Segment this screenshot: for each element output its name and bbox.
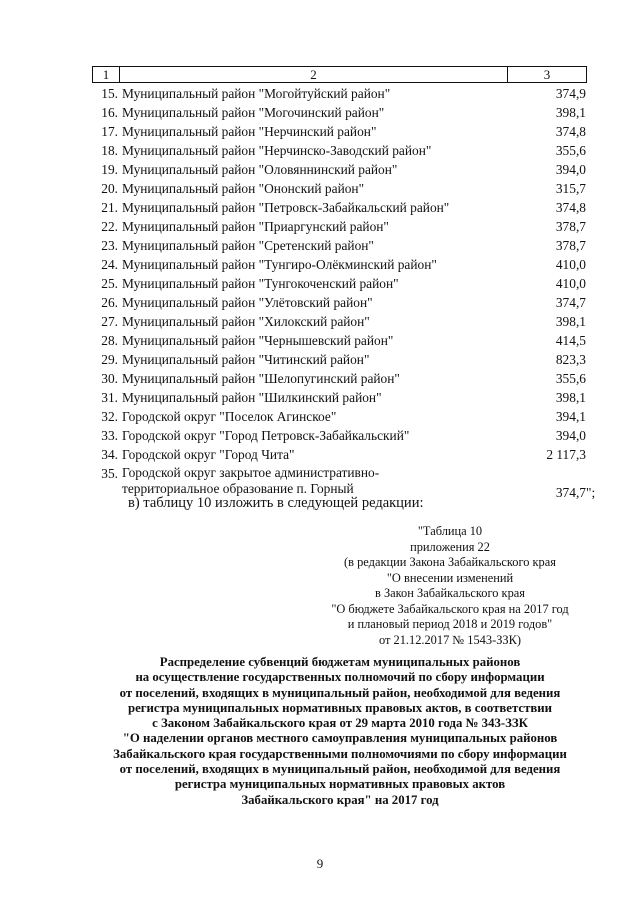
heading-line: на осуществление государственных полномочий по сбору информации [135, 670, 545, 685]
row-value: 394,0 [555, 162, 586, 177]
row-name: Муниципальный район "Петровск-Забайкальский район" [122, 200, 450, 215]
row-value: 394,1 [555, 409, 586, 424]
row-name-line: Городской округ закрытое административно- [122, 465, 380, 480]
row-name: Муниципальный район "Нерчинско-Заводский район" [122, 143, 432, 158]
heading-line: Забайкальского края" на 2017 год [241, 792, 439, 807]
heading-line: с Законом Забайкальского края от 29 марта 2010 года № 343-ЗЗК [152, 716, 528, 731]
heading-line: Распределение субвенций бюджетам муниципальных районов [159, 655, 521, 669]
row-name: Муниципальный район "Могочинский район" [122, 105, 385, 120]
table-body [92, 84, 612, 502]
row-number: 26. [101, 295, 118, 310]
table-row [92, 236, 612, 255]
heading-line: от поселений, входящих в муниципальный район, необходимой для ведения [119, 685, 561, 700]
table-row [92, 407, 612, 426]
stamp-line: приложения 22 [410, 539, 490, 554]
row-name: Муниципальный район "Шилкинский район" [122, 390, 382, 405]
row-number: 30. [101, 371, 118, 386]
row-number: 27. [101, 314, 118, 329]
table-caption-stamp [300, 524, 600, 648]
row-value: 374,7 [555, 485, 586, 500]
table-row [92, 255, 612, 274]
stamp-line: и плановый период 2018 и 2019 годов" [347, 617, 553, 631]
row-value: 374,7 [555, 295, 586, 310]
row-value: 398,1 [555, 390, 586, 405]
row-name: Городской округ "Город Чита" [122, 447, 295, 462]
table-row [92, 160, 612, 179]
row-name: Муниципальный район "Ононский район" [122, 181, 365, 196]
row-name: Муниципальный район "Сретенский район" [122, 238, 374, 253]
row-name: Муниципальный район "Тунгокоченский район" [122, 276, 399, 291]
row-value: 398,1 [555, 105, 586, 120]
row-number: 33. [101, 428, 118, 443]
row-value: 394,0 [555, 428, 586, 443]
row-number: 16. [101, 105, 118, 120]
row-value: 355,6 [555, 371, 586, 386]
row-name: Муниципальный район "Нерчинский район" [122, 124, 377, 139]
row-name-line: территориальное образование п. Горный [122, 481, 354, 496]
table-row [92, 293, 612, 312]
row-name: Муниципальный район "Улётовский район" [122, 295, 373, 310]
row-value: 378,7 [555, 219, 586, 234]
stamp-line: от 21.12.2017 № 1543-ЗЗК) [378, 632, 522, 647]
row-number: 15. [101, 86, 118, 101]
row-value: 823,3 [555, 352, 586, 367]
heading-line: "О наделении органов местного самоуправления муниципальных районов [122, 731, 558, 746]
table-row [92, 274, 612, 293]
table-row [92, 122, 612, 141]
table-row [92, 369, 612, 388]
stamp-line: (в редакции Закона Забайкальского края [344, 555, 556, 569]
stamp-line: в Закон Забайкальского края [375, 586, 525, 600]
page-number: 9 [316, 856, 324, 871]
row-number: 20. [101, 181, 118, 196]
row-value: 374,8 [555, 200, 586, 215]
row-name: Городской округ "Город Петровск-Забайкальский" [122, 428, 410, 443]
closing-quote: "; [586, 485, 596, 500]
table-row [92, 426, 612, 445]
row-value: 398,1 [555, 314, 586, 329]
table-row [92, 312, 612, 331]
table-row [92, 141, 612, 160]
row-number: 23. [101, 238, 118, 253]
row-name: Городской округ "Поселок Агинское" [122, 409, 337, 424]
table-header-row [92, 66, 587, 83]
row-value: 410,0 [555, 257, 586, 272]
table-row [92, 198, 612, 217]
row-number: 21. [101, 200, 118, 215]
table-row [92, 103, 612, 122]
row-name: Муниципальный район "Шелопугинский район" [122, 371, 400, 386]
row-number: 17. [101, 124, 118, 139]
table-row [92, 445, 612, 464]
heading-line: Забайкальского края государственными полномочиями по сбору информации [113, 746, 567, 761]
row-value: 374,9 [555, 86, 586, 101]
table-row [92, 350, 612, 369]
row-value: 378,7 [555, 238, 586, 253]
header-col-3: 3 [543, 67, 551, 82]
row-value: 2 117,3 [546, 447, 586, 462]
row-name: Муниципальный район "Приаргунский район" [122, 219, 389, 234]
row-value: 355,6 [555, 143, 586, 158]
row-number: 29. [101, 352, 118, 367]
row-number: 34. [101, 447, 118, 462]
row-number: 24. [101, 257, 118, 272]
table-row [92, 217, 612, 236]
row-name: Муниципальный район "Чернышевский район" [122, 333, 394, 348]
row-name: Муниципальный район "Тунгиро-Олёкминский район" [122, 257, 437, 272]
instruction-paragraph: в) таблицу 10 изложить в следующей редакции: [128, 495, 424, 511]
table-row [92, 179, 612, 198]
heading-line: регистра муниципальных нормативных правовых актов, в соответствии [127, 700, 553, 715]
row-number: 22. [101, 219, 118, 234]
row-number: 25. [101, 276, 118, 291]
row-value: 414,5 [555, 333, 586, 348]
header-col-1: 1 [93, 67, 120, 82]
table-row [92, 331, 612, 350]
row-number: 31. [101, 390, 118, 405]
heading-line: регистра муниципальных нормативных правовых актов [174, 777, 506, 792]
row-name: Муниципальный район "Хилокский район" [122, 314, 370, 329]
row-name: Муниципальный район "Могойтуйский район" [122, 86, 391, 101]
stamp-line: "О бюджете Забайкальского края на 2017 год [331, 601, 569, 616]
row-number: 19. [101, 162, 118, 177]
row-value: 315,7 [555, 181, 586, 196]
table-row [92, 84, 612, 103]
table-row [92, 388, 612, 407]
row-name [122, 465, 379, 497]
row-value: 374,8 [555, 124, 586, 139]
row-name: Муниципальный район "Оловяннинский район" [122, 162, 398, 177]
row-number: 35. [101, 466, 118, 481]
row-value: 410,0 [555, 276, 586, 291]
stamp-line: "Таблица 10 [417, 524, 483, 538]
header-col-2: 2 [120, 67, 508, 82]
row-number: 32. [101, 409, 118, 424]
row-number: 28. [101, 333, 118, 348]
stamp-line: "О внесении изменений [386, 570, 514, 585]
heading-line: от поселений, входящих в муниципальный район, необходимой для ведения [119, 762, 561, 777]
row-number: 18. [101, 143, 118, 158]
table-title-heading [70, 655, 610, 808]
row-name: Муниципальный район "Читинский район" [122, 352, 370, 367]
